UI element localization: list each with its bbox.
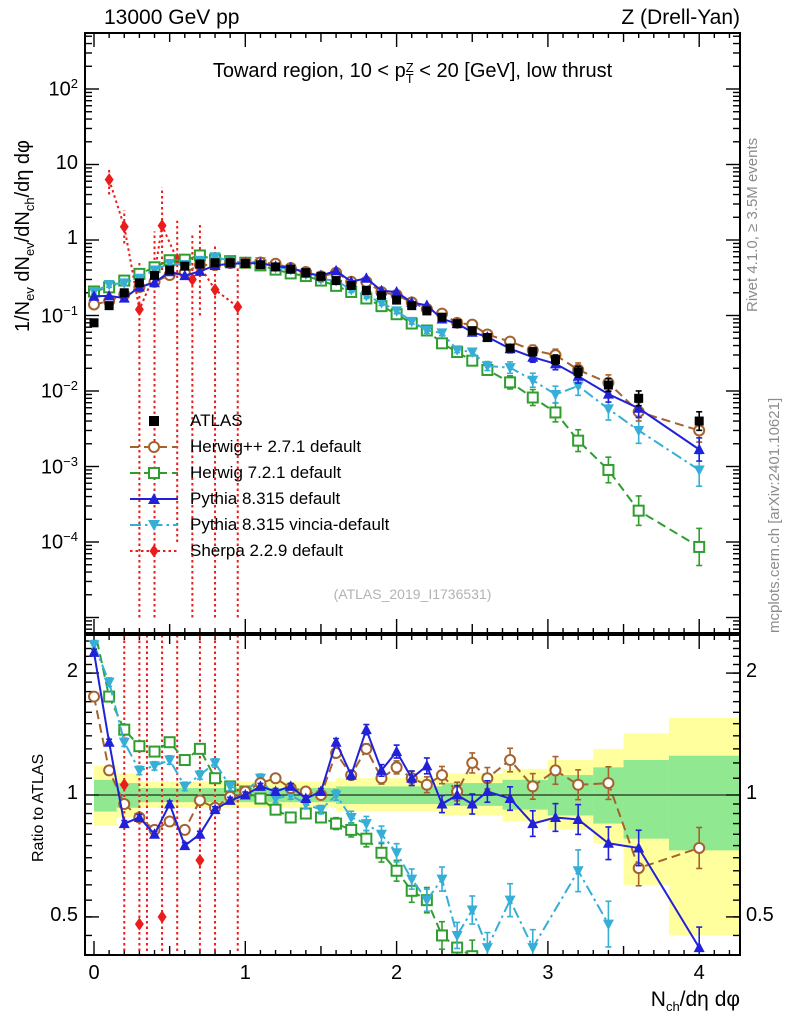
data-point-marker — [226, 258, 235, 267]
data-point-marker — [528, 347, 537, 356]
data-point-marker — [603, 920, 614, 931]
data-point-marker — [134, 741, 144, 751]
data-point-marker — [505, 363, 516, 374]
data-point-marker — [603, 778, 613, 788]
data-point-marker — [634, 394, 643, 403]
y-tick-label-main: $10^{-4}$ — [40, 529, 78, 554]
data-point-marker — [271, 262, 280, 271]
data-point-marker — [377, 291, 386, 300]
data-point-marker — [437, 770, 447, 780]
data-point-marker — [392, 866, 402, 876]
data-point-marker — [422, 780, 432, 790]
legend-marker-herwigpp — [128, 436, 180, 458]
y-tick-label-main: $10^2$ — [48, 76, 78, 101]
data-point-marker — [482, 970, 492, 980]
data-point-marker — [505, 896, 516, 907]
data-point-marker — [331, 736, 342, 747]
data-point-marker — [90, 318, 99, 327]
x-tick-label: 1 — [239, 962, 251, 984]
data-point-marker — [467, 951, 477, 961]
ylabel-sub: ev — [22, 242, 37, 257]
data-point-marker — [104, 736, 115, 747]
data-point-marker — [482, 943, 493, 954]
data-point-marker — [505, 755, 515, 765]
x-tick-label: 0 — [88, 962, 100, 984]
data-point-marker — [453, 319, 462, 328]
data-point-marker — [528, 781, 538, 791]
data-point-marker — [694, 843, 704, 853]
data-point-marker — [301, 268, 310, 277]
data-point-marker — [241, 259, 250, 268]
legend-marker-atlas — [128, 410, 180, 432]
data-point-marker — [211, 258, 220, 267]
xlabel-part: /dη dφ — [679, 988, 740, 1011]
data-point-marker — [376, 830, 387, 841]
plot-title-suffix: < 20 [GeV], low thrust — [413, 60, 613, 82]
data-point-marker — [150, 271, 159, 280]
data-point-marker — [180, 262, 189, 271]
data-point-marker — [550, 765, 560, 775]
legend-item-herwigpp — [128, 434, 389, 460]
data-point-marker — [392, 762, 402, 772]
data-point-marker — [421, 760, 432, 771]
data-point-marker — [255, 794, 265, 804]
data-point-marker — [505, 377, 515, 387]
data-point-marker — [301, 809, 311, 819]
data-point-marker — [603, 404, 614, 415]
legend-marker-herwig7 — [128, 462, 180, 484]
data-point-marker — [506, 344, 515, 353]
data-point-marker — [286, 265, 295, 274]
data-point-marker — [347, 281, 356, 290]
mcplots-arxiv-note: mcplots.cern.ch [arXiv:2401.10621] — [766, 397, 783, 633]
data-point-marker — [437, 313, 446, 322]
data-point-marker — [195, 744, 205, 754]
pt-sup: Z — [405, 60, 414, 75]
y-tick-label-main: $10^{-2}$ — [40, 378, 78, 403]
data-point-marker — [89, 299, 99, 309]
data-point-marker — [573, 780, 583, 790]
data-point-marker — [391, 848, 402, 859]
data-point-marker — [437, 930, 447, 940]
ylabel-sub: ch — [22, 197, 37, 212]
data-point-marker — [694, 542, 704, 552]
data-point-marker — [271, 805, 281, 815]
ylabel-part: /dN — [12, 211, 34, 243]
data-point-marker — [467, 906, 478, 917]
legend-label: Pythia 8.315 vincia-default — [190, 515, 390, 534]
data-point-marker — [346, 825, 356, 835]
data-point-marker — [468, 326, 477, 335]
data-point-marker — [695, 417, 704, 426]
legend-label: ATLAS — [190, 411, 243, 430]
data-point-marker — [550, 390, 561, 401]
legend-label: Pythia 8.315 default — [190, 489, 341, 508]
data-point-marker — [528, 393, 538, 403]
y-tick-label-ratio-left: 2 — [66, 660, 78, 683]
data-point-marker — [89, 692, 99, 702]
data-point-marker — [634, 506, 644, 516]
data-point-marker — [135, 918, 144, 931]
data-point-marker — [361, 744, 371, 754]
data-point-marker — [694, 465, 705, 476]
data-point-marker — [452, 931, 463, 942]
pt-z-superscript-stack — [406, 62, 414, 84]
y-tick-label-ratio-left: 0.5 — [50, 903, 78, 926]
data-point-marker — [120, 220, 129, 233]
legend-marker-sherpa — [128, 540, 180, 562]
y-tick-label-main: $10^{-3}$ — [40, 453, 78, 479]
ylabel-part: dN — [12, 256, 34, 288]
data-point-marker — [361, 819, 372, 830]
y-tick-label-main: 1 — [66, 227, 78, 249]
y-tick-label-ratio-right: 2 — [746, 660, 758, 683]
data-point-marker — [527, 376, 538, 387]
data-point-marker — [210, 773, 220, 783]
data-point-marker — [467, 758, 477, 768]
data-point-marker — [633, 426, 644, 437]
pt-sub: T — [405, 71, 414, 86]
data-point-marker — [573, 436, 583, 446]
data-point-marker — [195, 795, 205, 805]
data-point-marker — [179, 840, 190, 851]
legend-item-sherpa — [128, 538, 389, 564]
x-tick-label: 4 — [693, 962, 705, 984]
data-point-marker — [362, 286, 371, 295]
ylabel-part: 1/N — [12, 300, 34, 332]
legend — [128, 408, 389, 564]
legend-label: Herwig 7.2.1 default — [190, 463, 342, 482]
legend-item-vincia — [128, 512, 389, 538]
data-point-marker — [407, 301, 416, 310]
process-label: Z (Drell-Yan) — [621, 6, 740, 29]
y-axis-label-ratio: Ratio to ATLAS — [30, 753, 47, 862]
data-point-marker — [158, 219, 167, 232]
data-point-marker — [604, 381, 613, 390]
data-point-marker — [165, 817, 175, 827]
data-point-marker — [164, 756, 175, 767]
data-point-marker — [331, 819, 341, 829]
data-point-marker — [195, 260, 204, 269]
plot-title — [85, 60, 740, 84]
plot-title-prefix: Toward region, 10 < p — [212, 60, 406, 82]
data-point-marker — [361, 834, 371, 844]
x-tick-label: 3 — [542, 962, 554, 984]
data-point-marker — [158, 910, 167, 923]
legend-item-pythia — [128, 486, 389, 512]
y-tick-label-ratio-left: 1 — [66, 782, 78, 804]
data-point-marker — [165, 737, 175, 747]
data-point-marker — [120, 288, 129, 297]
data-point-marker — [194, 771, 205, 782]
data-point-marker — [135, 278, 144, 287]
xlabel-part: N — [650, 988, 666, 1011]
data-point-marker — [361, 724, 372, 735]
legend-item-atlas — [128, 408, 389, 434]
legend-label: Herwig++ 2.7.1 default — [190, 437, 362, 456]
data-point-marker — [551, 355, 560, 364]
data-point-marker — [150, 747, 160, 757]
data-point-marker — [574, 367, 583, 376]
data-point-marker — [391, 746, 402, 757]
legend-marker-vincia — [128, 514, 180, 536]
x-axis-label — [560, 988, 740, 1014]
data-point-marker — [256, 260, 265, 269]
y-tick-label-ratio-right: 0.5 — [746, 903, 774, 926]
analysis-id-watermark: (ATLAS_2019_I1736531) — [333, 586, 492, 602]
data-point-marker — [573, 866, 584, 877]
legend-item-herwig7 — [128, 460, 389, 486]
ratio-uncertainty-bands — [94, 718, 740, 936]
data-point-marker — [332, 276, 341, 285]
y-tick-label-main: $10^{-1}$ — [40, 302, 78, 328]
data-point-marker — [104, 765, 114, 775]
data-point-marker — [211, 984, 220, 997]
data-point-marker — [550, 407, 560, 417]
y-tick-label-main: 10 — [55, 151, 78, 174]
x-tick-label: 2 — [391, 962, 403, 984]
data-point-marker — [392, 296, 401, 305]
data-point-marker — [436, 328, 447, 339]
data-point-marker — [316, 272, 325, 281]
data-point-marker — [180, 755, 190, 765]
data-point-marker — [527, 943, 538, 954]
data-point-marker — [165, 266, 174, 275]
data-point-marker — [436, 875, 447, 886]
data-point-marker — [233, 300, 242, 313]
legend-label: Sherpa 2.2.9 default — [190, 541, 344, 560]
ylabel-sub: ev — [22, 287, 37, 301]
data-point-marker — [119, 738, 130, 749]
data-point-marker — [195, 854, 204, 867]
data-point-marker — [483, 333, 492, 342]
data-point-marker — [286, 812, 296, 822]
legend-marker-pythia — [128, 488, 180, 510]
data-point-marker — [135, 303, 144, 316]
ylabel-part: /dη dφ — [12, 139, 34, 198]
data-point-marker — [105, 173, 114, 186]
rivet-version-note: Rivet 4.1.0, ≥ 3.5M events — [744, 137, 761, 312]
xlabel-sub: ch — [665, 999, 680, 1015]
beam-energy-label: 13000 GeV pp — [104, 6, 240, 29]
y-tick-label-ratio-right: 1 — [746, 782, 758, 804]
data-point-marker — [603, 465, 613, 475]
data-point-marker — [271, 773, 281, 783]
data-point-marker — [105, 301, 114, 310]
data-point-marker — [376, 848, 386, 858]
data-point-marker — [437, 338, 447, 348]
data-point-marker — [422, 306, 431, 315]
data-point-marker — [694, 443, 705, 454]
